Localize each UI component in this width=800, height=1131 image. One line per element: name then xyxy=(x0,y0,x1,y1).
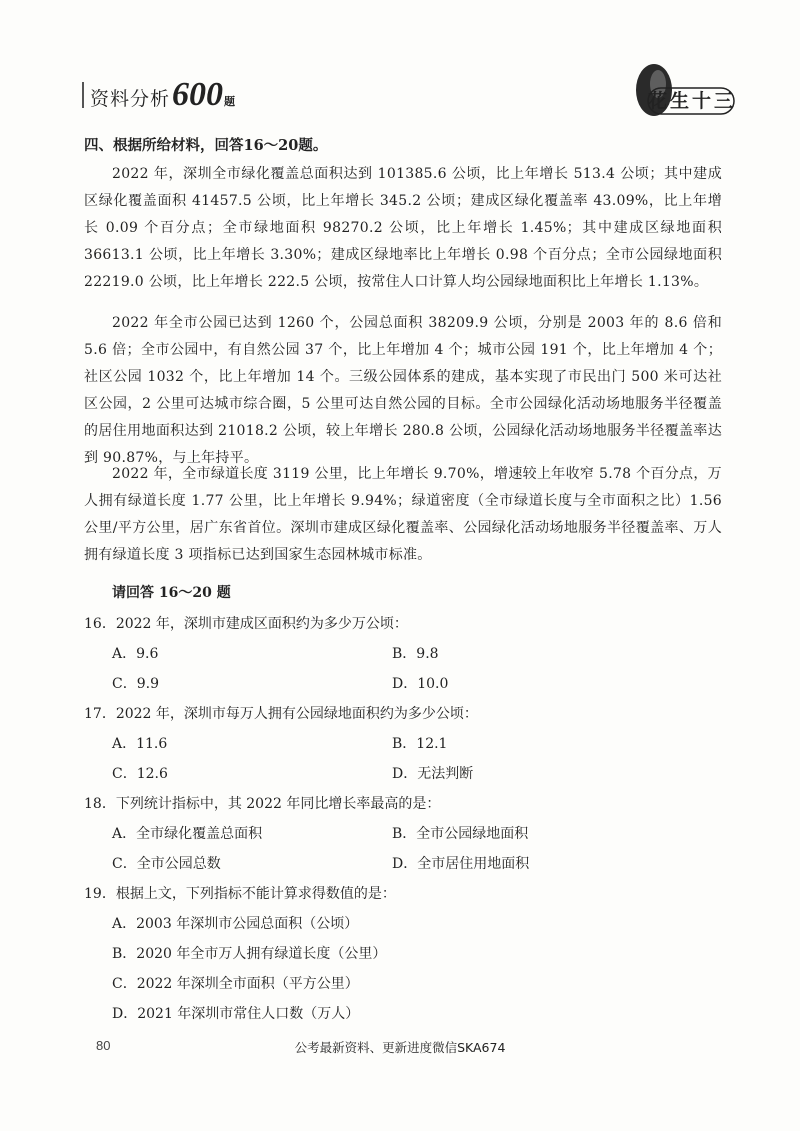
paragraph-3: 2022 年，全市绿道长度 3119 公里，比上年增长 9.70%，增速较上年收窄 5.78 个百分点，万人拥有绿道长度 1.77 公里，比上年增长 9.94%；绿道密度（全市绿道长度与全市面积之比）1.56 公里/平方公里，居广东省首位。深圳市建成区绿化覆盖率、公园绿化活动场地服务半径覆盖率、万人拥有绿道长度 3 项指标已达到国家生态园林城市标准。 xyxy=(84,466,722,563)
question-16-option-c[interactable]: C．9.9 xyxy=(112,676,159,692)
question-18-option-b[interactable]: B．全市公园绿地面积 xyxy=(392,826,529,842)
paragraph-1: 2022 年，深圳全市绿化覆盖总面积达到 101385.6 公顷，比上年增长 513.4 公顷；其中建成区绿化覆盖面积 41457.5 公顷，比上年增长 345.2 公顷；建成区绿化覆盖率 43.09%，比上年增长 0.09 个百分点；全市绿地面积 98270.2 公顷，比上年增长 1.45%；其中建成区绿地面积 36613.1 公顷，比上年增长 3.30%；建成区绿地率比上年增长 0.98 个百分点；全市公园绿地面积 22219.0 公顷，比上年增长 222.5 公顷，按常住人口计算人均公园绿地面积比上年增长 1.13%。 xyxy=(84,166,722,290)
title-divider xyxy=(82,82,84,108)
book-title-text: 资料分析 xyxy=(90,88,171,110)
footer-note: 公考最新资料、更新进度微信SKA674 xyxy=(294,1040,506,1055)
book-title-number: 600 xyxy=(172,76,224,113)
question-16-option-a[interactable]: A．9.6 xyxy=(112,646,159,662)
question-19-option-d[interactable]: D．2021 年深圳市常住人口数（万人） xyxy=(112,1006,360,1022)
question-prompt: 请回答 16～20 题 xyxy=(112,585,231,601)
question-16: 16．2022 年，深圳市建成区面积约为多少万公顷： xyxy=(84,616,408,632)
paragraph-2: 2022 年全市公园已达到 1260 个，公园总面积 38209.9 公顷，分别是 2003 年的 8.6 倍和 5.6 倍；全市公园中，有自然公园 37 个，比上年增加 4 个；城市公园 191 个，比上年增加 4 个；社区公园 1032 个，比上年增加 14 个。三级公园体系的建成，基本实现了市民出门 500 米可达社区公园，2 公里可达城市综合圈，5 公里可达自然公园的目标。全市公园绿化活动场地服务半径覆盖的居住用地面积达到 21018.2 公顷，较上年增长 280.8 公顷，公园绿化活动场地服务半径覆盖率达到 90.87%，与上年持平。 xyxy=(84,315,722,466)
question-16-option-d[interactable]: D．10.0 xyxy=(392,676,449,692)
question-17-option-b[interactable]: B．12.1 xyxy=(392,736,448,752)
question-17-option-a[interactable]: A．11.6 xyxy=(112,736,168,752)
question-16-option-b[interactable]: B．9.8 xyxy=(392,646,439,662)
section-title: 四、根据所给材料，回答16～20题。 xyxy=(84,137,328,154)
book-title-suffix: 题 xyxy=(224,95,236,108)
question-17-option-d[interactable]: D．无法判断 xyxy=(392,766,474,782)
question-19-option-a[interactable]: A．2003 年深圳市公园总面积（公顷） xyxy=(112,916,359,932)
question-19-option-b[interactable]: B．2020 年全市万人拥有绿道长度（公里） xyxy=(112,946,387,962)
question-17: 17．2022 年，深圳市每万人拥有公园绿地面积约为多少公顷： xyxy=(84,706,478,722)
question-19: 19．根据上文，下列指标不能计算求得数值的是： xyxy=(84,886,396,902)
book-title xyxy=(82,78,235,112)
question-17-option-c[interactable]: C．12.6 xyxy=(112,766,168,782)
question-18-option-a[interactable]: A．全市绿化覆盖总面积 xyxy=(112,826,263,842)
question-18-option-c[interactable]: C．全市公园总数 xyxy=(112,856,221,872)
question-18: 18．下列统计指标中，其 2022 年同比增长率最高的是： xyxy=(84,796,441,812)
page-number: 80 xyxy=(96,1038,111,1053)
logo-text: 花生十三 xyxy=(648,90,737,112)
question-19-option-c[interactable]: C．2022 年深圳全市面积（平方公里） xyxy=(112,976,359,992)
question-18-option-d[interactable]: D．全市居住用地面积 xyxy=(392,856,530,872)
